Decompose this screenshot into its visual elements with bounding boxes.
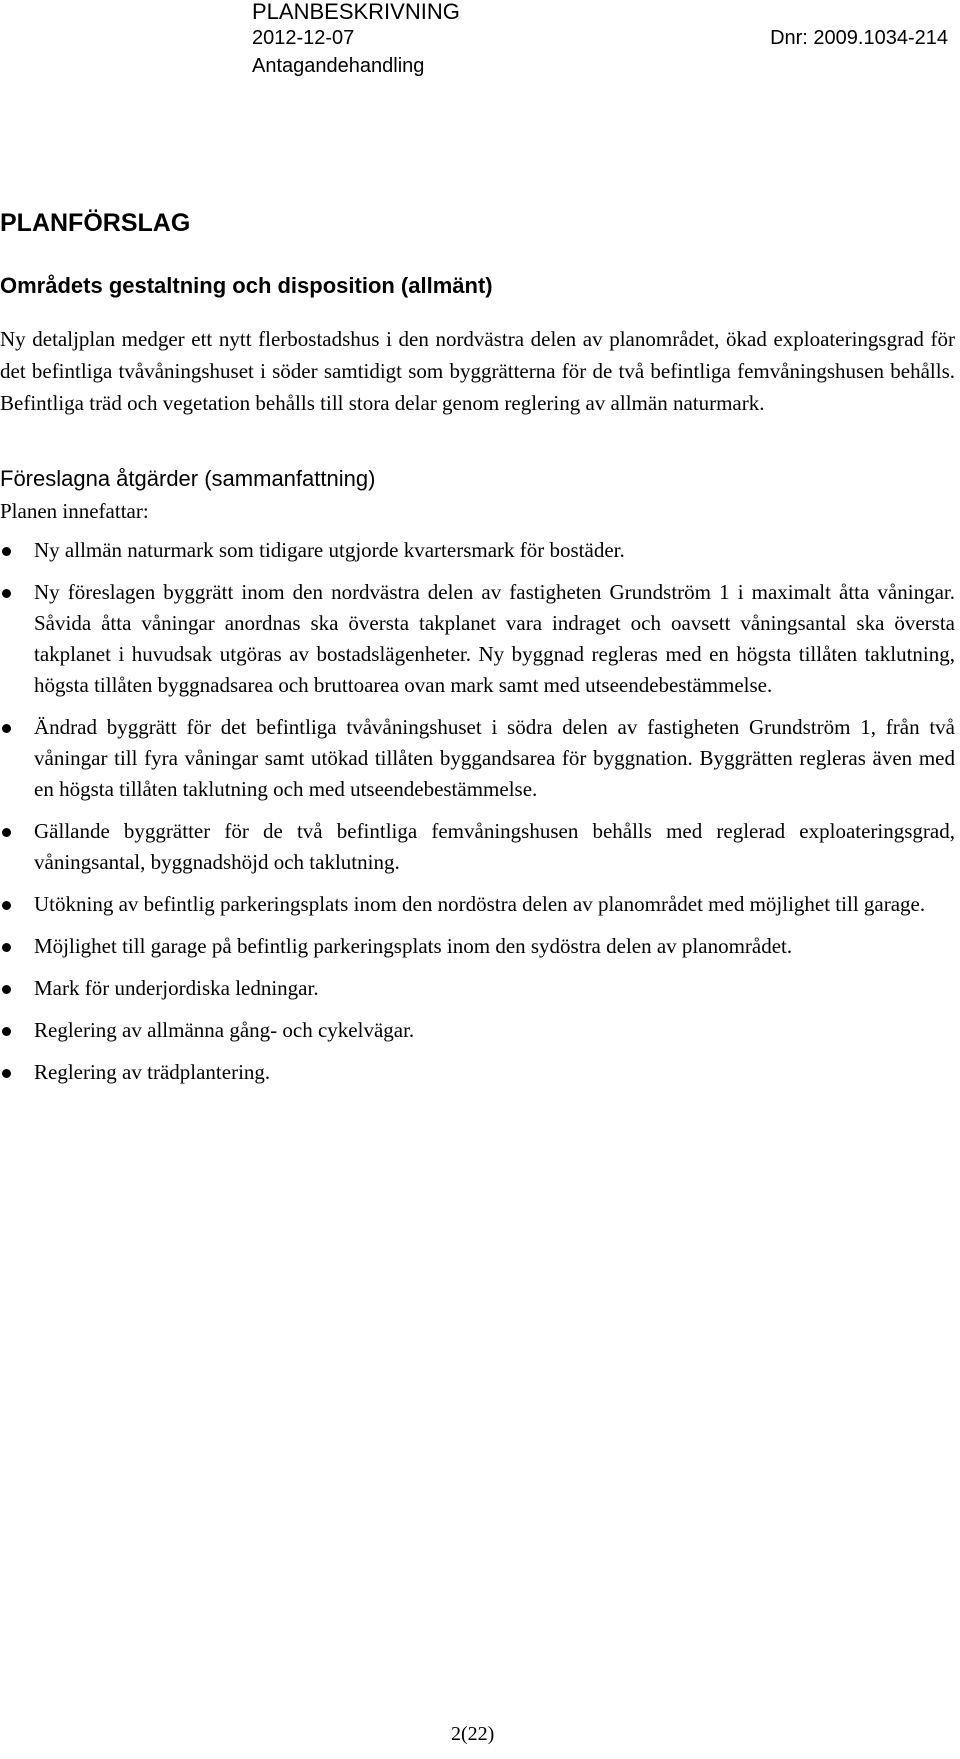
bullet-icon	[2, 901, 11, 910]
list-item-text: Reglering av trädplantering.	[34, 1060, 271, 1084]
bullet-icon	[2, 1027, 11, 1036]
list-item-text: Ny föreslagen byggrätt inom den nordvästra delen av fastigheten Grundström 1 i maximalt åtta våningar. Såvida åtta våningar anordnas ska översta takplanet vara indraget och oavsett våningsantal ska översta takplanet i huvudsak utgöras av bostadslägenheter. Ny byggnad regleras med en högsta tillåten taklutning, högsta tillåten byggnadsarea och bruttoarea ovan mark samt med utseendebestämmelse.	[34, 580, 955, 697]
diary-number: Dnr: 2009.1034-214	[770, 27, 948, 49]
list-item-text: Reglering av allmänna gång- och cykelvägar.	[34, 1018, 415, 1042]
list-item-text: Utökning av befintlig parkeringsplats inom den nordöstra delen av planområdet med möjlighet till garage.	[34, 892, 926, 916]
section-heading: Områdets gestaltning och disposition (allmänt)	[0, 273, 493, 298]
list-item	[0, 577, 955, 701]
bullet-icon	[2, 589, 11, 598]
list-item-text: Mark för underjordiska ledningar.	[34, 976, 319, 1000]
bullet-icon	[2, 724, 11, 733]
plan-includes-label: Planen innefattar:	[0, 499, 149, 523]
list-item	[0, 816, 955, 878]
list-item	[0, 889, 955, 920]
intro-paragraph: Ny detaljplan medger ett nytt flerbostadshus i den nordvästra delen av planområdet, ökad exploateringsgrad för det befintliga tvåvåningshuset i söder samtidigt som byggrätterna för de två befintliga femvåningshusen behålls. Befintliga träd och vegetation behålls till stora delar genom reglering av allmän naturmark.	[0, 327, 955, 415]
page-number: 2(22)	[451, 1723, 495, 1745]
measures-heading: Föreslagna åtgärder (sammanfattning)	[0, 466, 376, 491]
list-item-text: Gällande byggrätter för de två befintliga femvåningshusen behålls med reglerad exploateringsgrad, våningsantal, byggnadshöjd och taklutning.	[34, 819, 955, 874]
document-date: 2012-12-07	[252, 27, 355, 49]
bullet-icon	[2, 985, 11, 994]
bullet-icon	[2, 943, 11, 952]
document-header-row	[252, 26, 948, 50]
list-item	[0, 1015, 955, 1046]
bullet-icon	[2, 828, 11, 837]
list-item-text: Ändrad byggrätt för det befintliga tvåvåningshuset i södra delen av fastigheten Grundström 1, från två våningar till fyra våningar samt utökad tillåten byggandsarea för byggnation. Byggrätten regleras även med en högsta tillåten taklutning och med utseendebestämmelse.	[34, 715, 955, 801]
list-item-text: Möjlighet till garage på befintlig parkeringsplats inom den sydöstra delen av planområdet.	[34, 934, 793, 958]
bullet-icon	[2, 1069, 11, 1078]
list-item	[0, 973, 955, 1004]
measures-list	[0, 535, 955, 1099]
bullet-icon	[2, 547, 11, 556]
list-item-text: Ny allmän naturmark som tidigare utgjorde kvartersmark för bostäder.	[34, 538, 625, 562]
list-item	[0, 1057, 955, 1088]
list-item	[0, 712, 955, 805]
document-status: Antagandehandling	[252, 55, 425, 77]
list-item	[0, 931, 955, 962]
page-title: PLANFÖRSLAG	[0, 209, 191, 237]
list-item	[0, 535, 955, 566]
document-header-title: PLANBESKRIVNING	[252, 0, 460, 24]
